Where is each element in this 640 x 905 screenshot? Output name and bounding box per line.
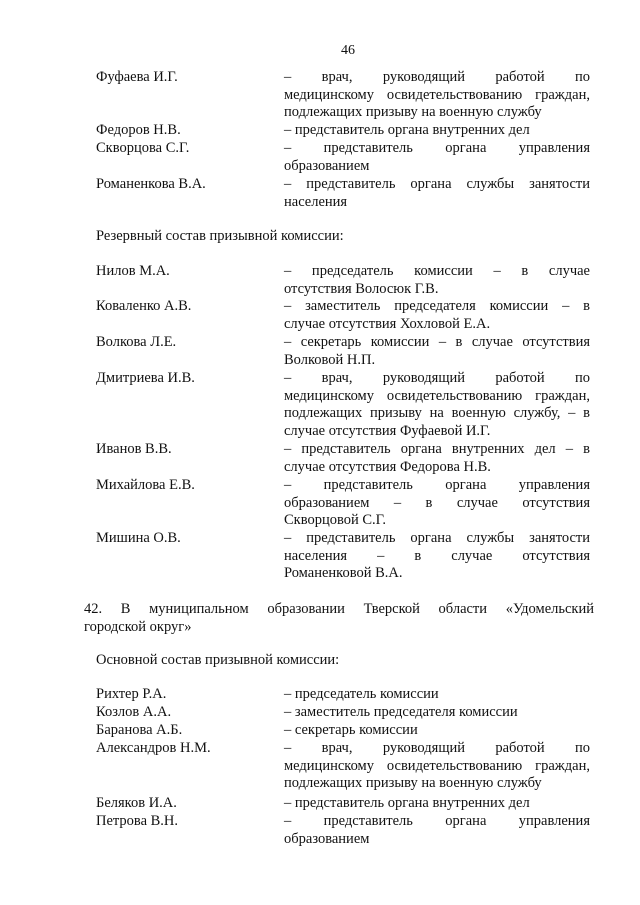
member-name: Скворцова С.Г. (96, 140, 190, 156)
member-entry (96, 122, 596, 140)
member-role: – врач, руководящий работой по медицинскому освидетельствованию граждан, подлежащих призыву на военную службу (284, 740, 590, 791)
member-name: Козлов А.А. (96, 704, 172, 720)
section-heading-reserve: Резервный состав призывной комиссии: (96, 228, 344, 244)
member-role: – представитель органа управления образованием (284, 813, 590, 847)
member-name: Александров Н.М. (96, 740, 211, 756)
member-entry (96, 704, 596, 722)
member-name: Коваленко А.В. (96, 298, 192, 314)
member-entry (96, 530, 596, 584)
member-name: Иванов В.В. (96, 441, 172, 457)
member-role: – врач, руководящий работой по медицинскому освидетельствованию граждан, подлежащих призыву на военную службу, – в случае отсутствия Фуфаевой И.Г. (284, 370, 590, 439)
member-name: Фуфаева И.Г. (96, 69, 178, 85)
member-entry (96, 441, 596, 477)
member-name: Волкова Л.Е. (96, 334, 177, 350)
member-name: Рихтер Р.А. (96, 686, 167, 702)
member-role: – представитель органа внутренних дел – в случае отсутствия Федорова Н.В. (284, 441, 590, 475)
member-name: Нилов М.А. (96, 263, 170, 279)
member-entry (96, 69, 596, 125)
member-entry (96, 140, 596, 176)
member-entry (96, 334, 596, 370)
member-name: Баранова А.Б. (96, 722, 183, 738)
section-42-title: 42. В муниципальном образовании Тверской области «Удомельский городской округ» (84, 601, 594, 635)
member-entry (96, 370, 596, 442)
member-entry (96, 298, 596, 334)
member-role: – заместитель председателя комиссии (284, 704, 518, 720)
section-heading-main: Основной состав призывной комиссии: (96, 652, 340, 668)
member-entry (96, 686, 596, 704)
member-name: Петрова В.Н. (96, 813, 179, 829)
member-entry (96, 740, 596, 796)
member-name: Беляков И.А. (96, 795, 177, 811)
page-number: 46 (341, 43, 355, 58)
member-role: – секретарь комиссии – в случае отсутствия Волковой Н.П. (284, 334, 590, 368)
member-role: – представитель органа внутренних дел (284, 795, 530, 811)
member-role: – представитель органа службы занятости населения – в случае отсутствия Романенковой В.А. (284, 530, 590, 581)
member-entry (96, 477, 596, 531)
member-role: – представитель органа управления образованием – в случае отсутствия Скворцовой С.Г. (284, 477, 590, 528)
member-entry (96, 263, 596, 299)
member-role: – врач, руководящий работой по медицинскому освидетельствованию граждан, подлежащих призыву на военную службу (284, 69, 590, 120)
member-role: – заместитель председателя комиссии – в случае отсутствия Хохловой Е.А. (284, 298, 590, 332)
member-role: – представитель органа службы занятости населения (284, 176, 590, 210)
member-role: – секретарь комиссии (284, 722, 418, 738)
member-name: Мишина О.В. (96, 530, 181, 546)
member-role: – председатель комиссии – в случае отсутствия Волосюк Г.В. (284, 263, 590, 297)
member-name: Романенкова В.А. (96, 176, 206, 192)
member-role: – представитель органа управления образованием (284, 140, 590, 174)
member-role: – представитель органа внутренних дел (284, 122, 530, 138)
member-role: – председатель комиссии (284, 686, 439, 702)
member-name: Михайлова Е.В. (96, 477, 195, 493)
member-entry (96, 176, 596, 212)
member-name: Дмитриева И.В. (96, 370, 195, 386)
member-name: Федоров Н.В. (96, 122, 181, 138)
member-entry (96, 722, 596, 740)
member-entry (96, 813, 596, 849)
member-entry (96, 795, 596, 813)
